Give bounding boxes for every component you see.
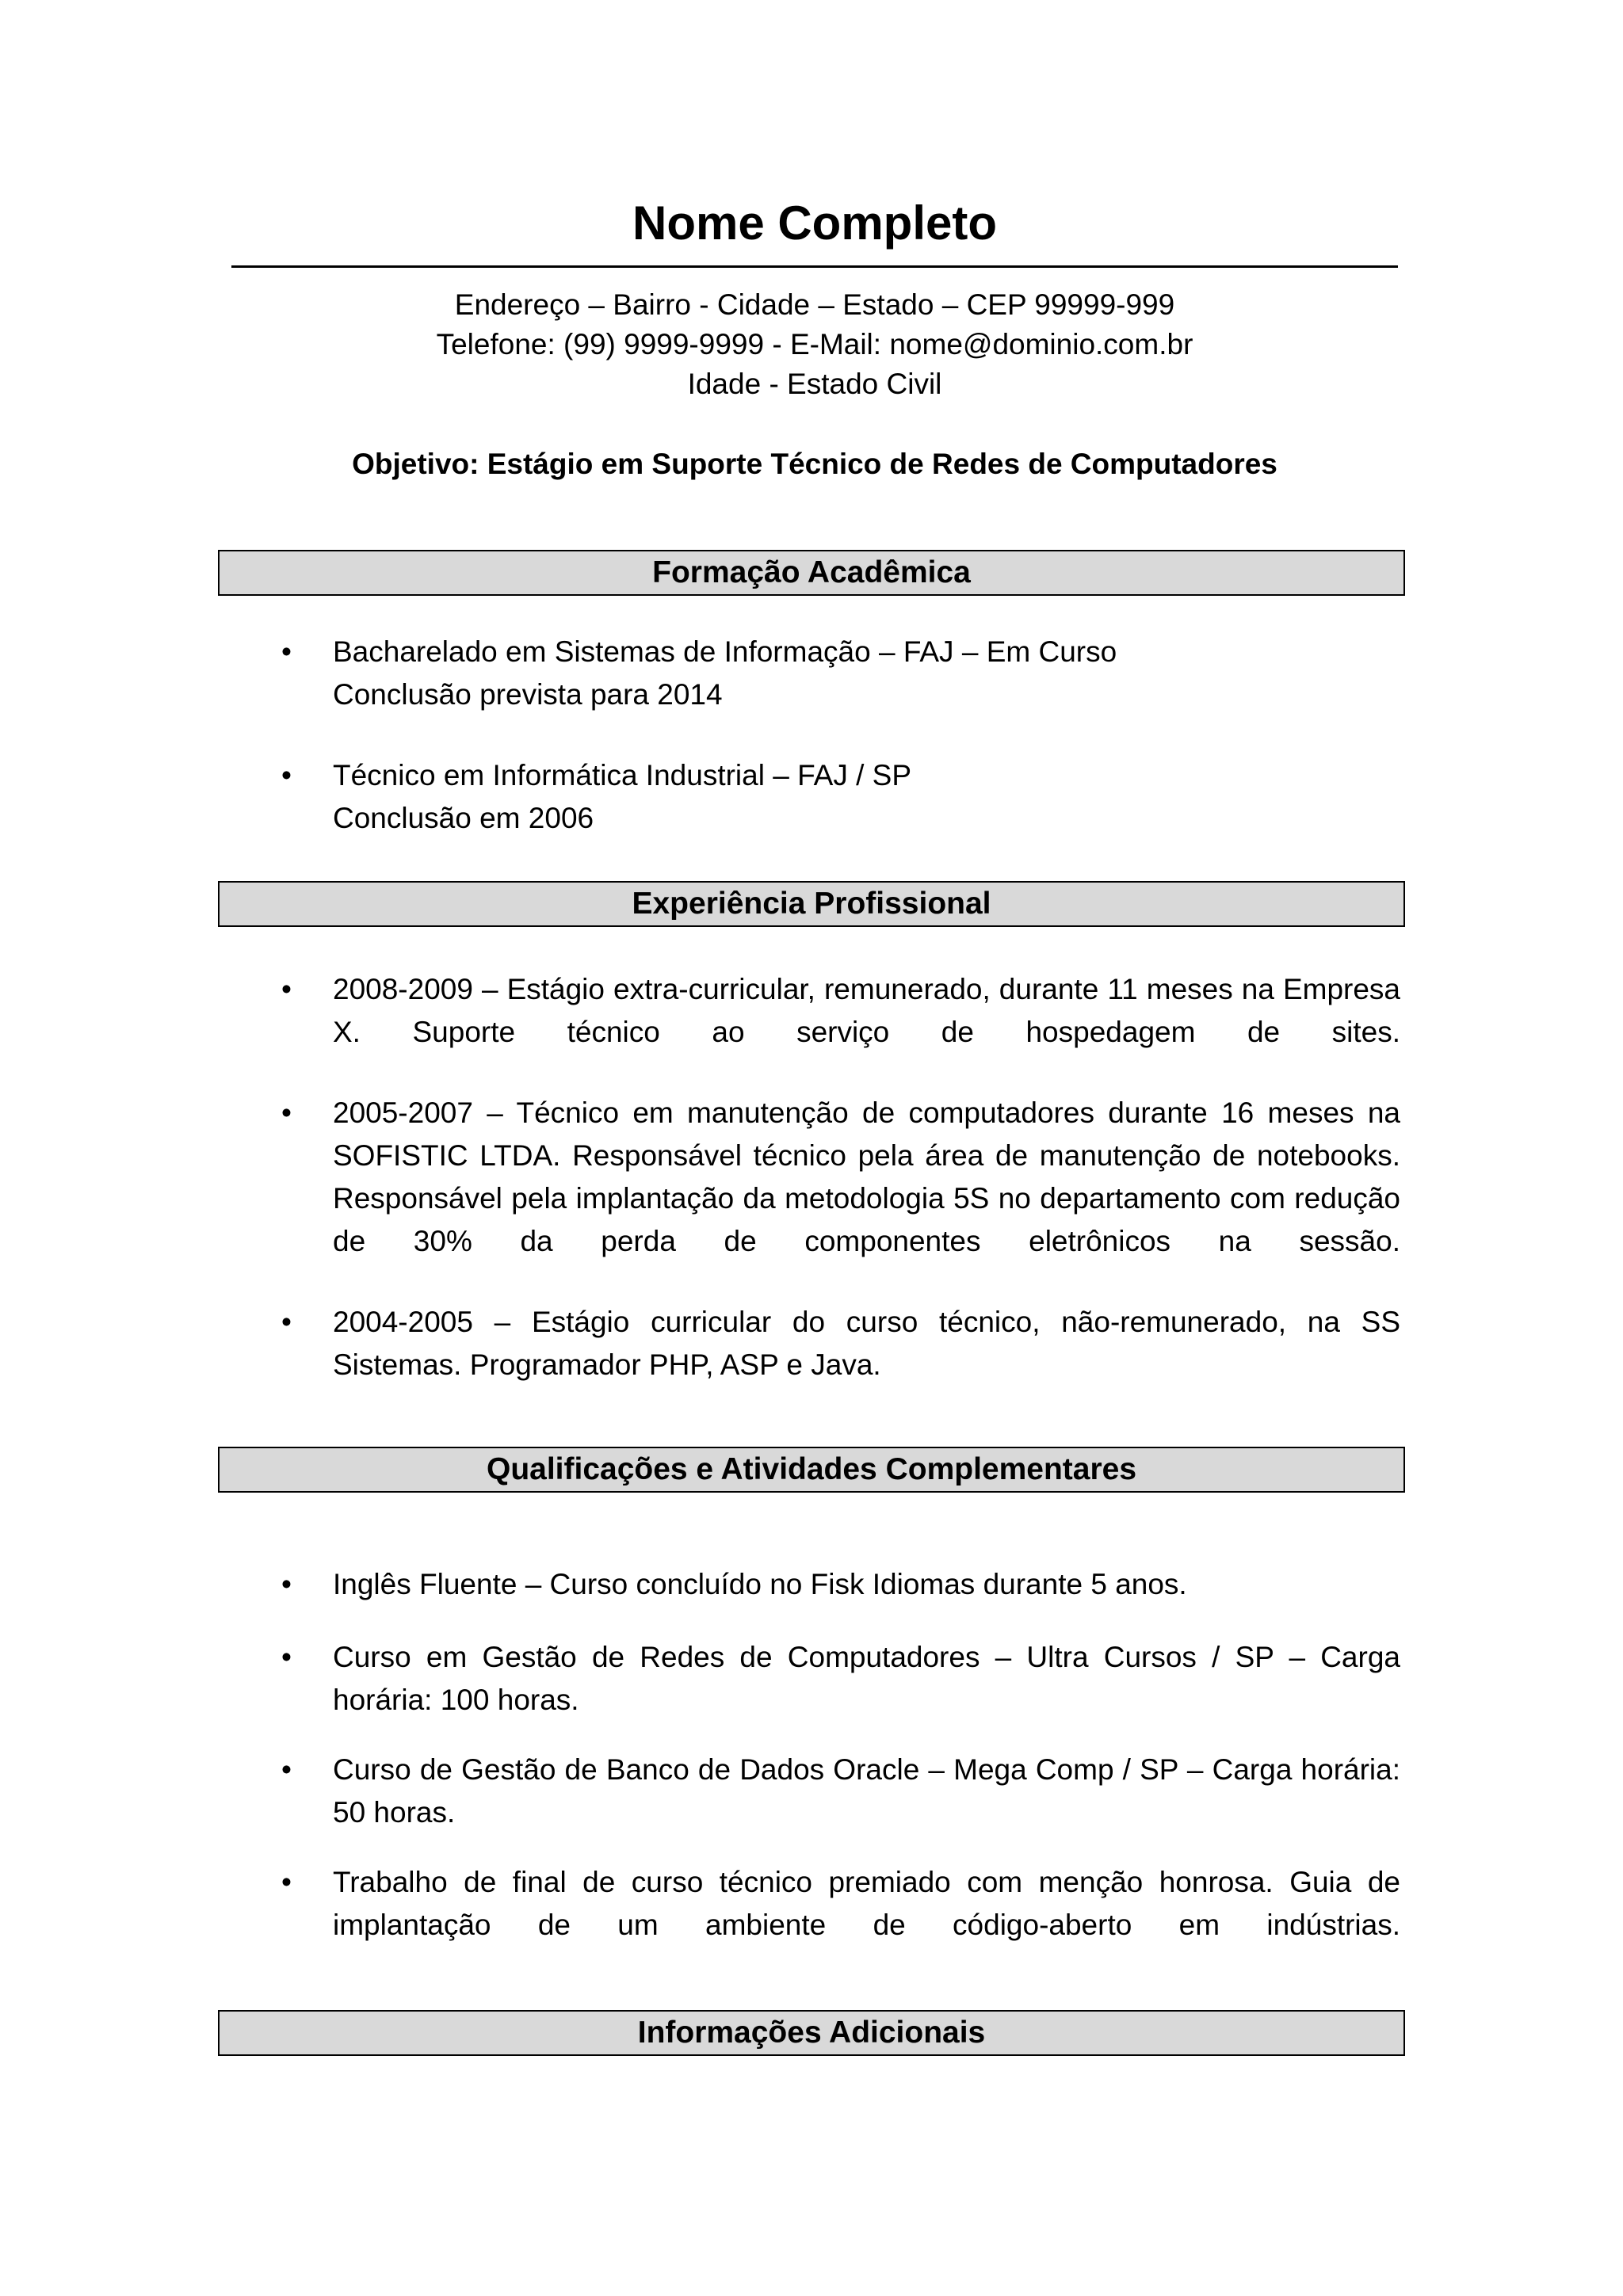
qualification-item: [281, 1563, 1400, 1606]
qualification-item-text: Curso de Gestão de Banco de Dados Oracle – Mega Comp / SP – Carga horária: 50 horas.: [333, 1753, 1400, 1829]
section-header-education: Formação Acadêmica: [218, 550, 1405, 596]
section-header-experience: Experiência Profissional: [218, 881, 1405, 927]
experience-item: [281, 1301, 1400, 1386]
contact-address: Endereço – Bairro - Cidade – Estado – CEP 99999-999: [454, 288, 1175, 321]
qualification-item: [281, 1636, 1400, 1722]
contact-age-status: Idade - Estado Civil: [687, 368, 942, 400]
education-list: [281, 631, 1400, 840]
section-header-qualifications: Qualificações e Atividades Complementares: [218, 1447, 1405, 1493]
education-item-title: Bacharelado em Sistemas de Informação – FAJ – Em Curso: [333, 635, 1117, 668]
education-item-title: Técnico em Informática Industrial – FAJ / SP: [333, 759, 912, 791]
education-item: [281, 631, 1400, 716]
objective-line: Objetivo: Estágio em Suporte Técnico de Redes de Computadores: [352, 448, 1277, 480]
bullet-icon: •: [281, 1097, 292, 1129]
qualification-item-text: Inglês Fluente – Curso concluído no Fisk Idiomas durante 5 anos.: [333, 1568, 1187, 1600]
bullet-icon: •: [281, 1568, 292, 1600]
bullet-icon: •: [281, 759, 292, 791]
education-item-detail: Conclusão em 2006: [333, 802, 594, 834]
experience-item-text: 2008-2009 – Estágio extra-curricular, remunerado, durante 11 meses na Empresa X. Suporte técnico ao serviço de hospedagem de sites.: [333, 973, 1400, 1048]
qualification-item-text: Trabalho de final de curso técnico premiado com menção honrosa. Guia de implantação de um ambiente de código-aberto em indústrias.: [333, 1866, 1400, 1941]
resume-name: Nome Completo: [632, 196, 998, 250]
experience-item: [281, 968, 1400, 1054]
qualification-item: [281, 1749, 1400, 1834]
bullet-icon: •: [281, 1306, 292, 1338]
qualification-item-text: Curso em Gestão de Redes de Computadores – Ultra Cursos / SP – Carga horária: 100 horas.: [333, 1641, 1400, 1716]
bullet-icon: •: [281, 635, 292, 668]
title-divider: [231, 265, 1398, 268]
qualifications-list: [281, 1563, 1400, 1947]
bullet-icon: •: [281, 1641, 292, 1673]
section-header-additional: Informações Adicionais: [218, 2010, 1405, 2056]
contact-phone-email: Telefone: (99) 9999-9999 - E-Mail: nome@dominio.com.br: [436, 328, 1193, 360]
education-item: [281, 754, 1400, 840]
contact-block: [231, 285, 1398, 404]
experience-list: [281, 968, 1400, 1386]
education-item-detail: Conclusão prevista para 2014: [333, 678, 723, 711]
qualification-item: [281, 1861, 1400, 1947]
bullet-icon: •: [281, 1866, 292, 1898]
experience-item-text: 2005-2007 – Técnico em manutenção de computadores durante 16 meses na SOFISTIC LTDA. Responsável técnico pela área de manutenção de notebooks. Responsável pela implantação da metodologia 5S no departamento com redução de 30% da perda de componentes eletrônicos na sessão.: [333, 1097, 1400, 1257]
experience-item-text: 2004-2005 – Estágio curricular do curso técnico, não-remunerado, na SS Sistemas. Programador PHP, ASP e Java.: [333, 1306, 1400, 1381]
bullet-icon: •: [281, 973, 292, 1005]
bullet-icon: •: [281, 1753, 292, 1786]
experience-item: [281, 1092, 1400, 1263]
